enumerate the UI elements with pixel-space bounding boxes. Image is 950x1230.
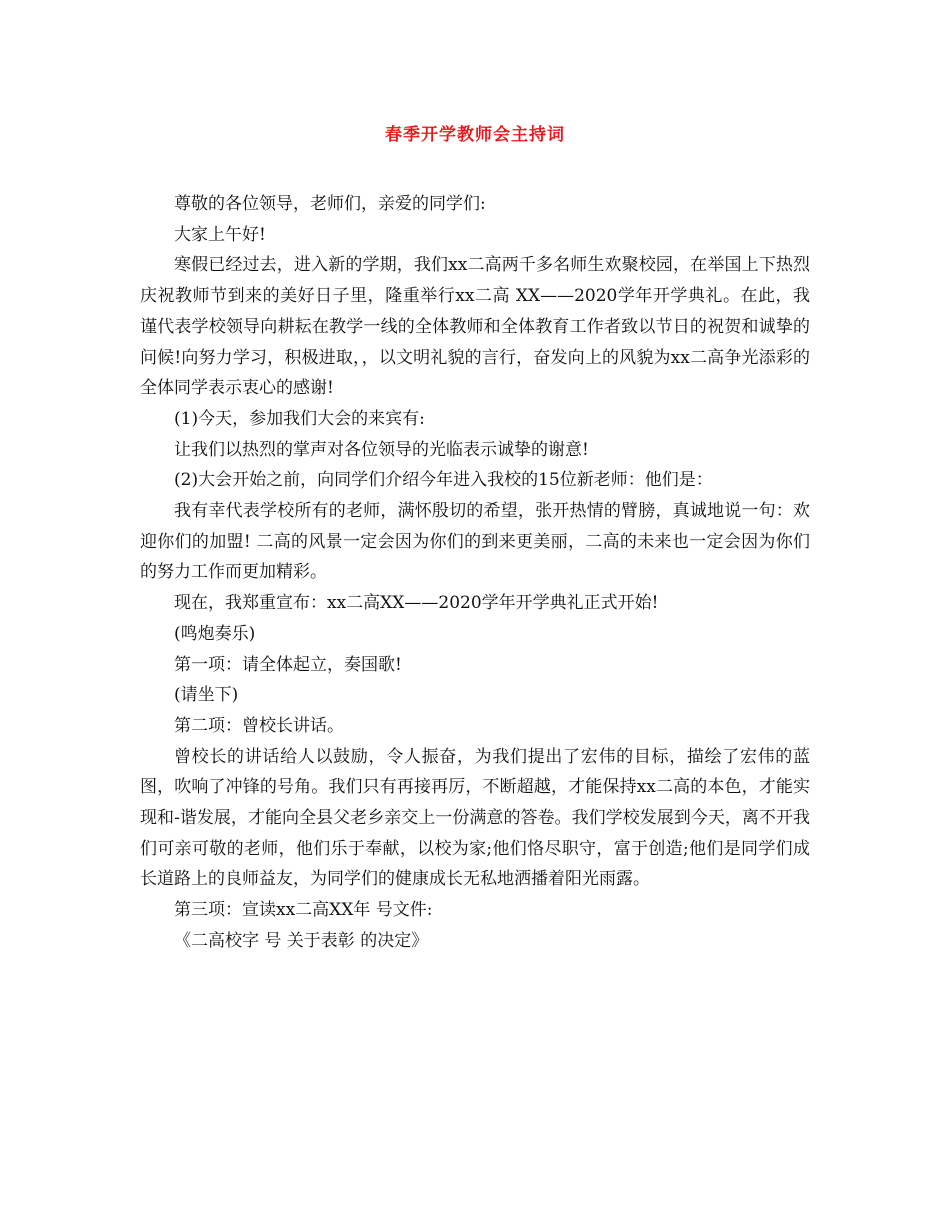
paragraph-new-teachers: (2)大会开始之前，向同学们介绍今年进入我校的15位新老师：他们是： <box>174 470 713 491</box>
paragraph-item-two: 第二项：曾校长讲话。 <box>174 715 344 736</box>
paragraph-announcement: 现在，我郑重宣布：xx二高XX——2020学年开学典礼正式开始! <box>174 593 659 614</box>
paragraph-greeting: 尊敬的各位领导，老师们，亲爱的同学们: <box>174 194 486 214</box>
paragraph-sit-down: (请坐下) <box>174 685 239 706</box>
paragraph-good-morning: 大家上午好! <box>174 224 266 245</box>
paragraph-opening: 寒假已经过去，进入新的学期，我们xx二高两千多名师生欢聚校园，在举国上下热烈庆祝教师节到来的美好日子里，隆重举行xx二高 XX——2020学年开学典礼。在此，我谨代表学校领导向耕耘在教学一线的全体教师和全体教育工作者致以节日的祝贺和诚挚的问候!向努力学习，积极进取，，以文明礼貌的言行，奋发向上的风貌为xx二高争光添彩的全体同学表示衷心的感谢! <box>140 255 810 399</box>
paragraph-applause: 让我们以热烈的掌声对各位领导的光临表示诚挚的谢意! <box>174 439 589 460</box>
paragraph-guests: (1)今天，参加我们大会的来宾有: <box>174 408 425 429</box>
document-body <box>140 189 810 957</box>
paragraph-principal-speech: 曾校长的讲话给人以鼓励，令人振奋，为我们提出了宏伟的目标，描绘了宏伟的蓝图，吹响了冲锋的号角。我们只有再接再厉，不断超越，才能保持xx二高的本色，才能实现和-谐发展，才能向全县父老乡亲交上一份满意的答卷。我们学校发展到今天，离不开我们可亲可敬的老师，他们乐于奉献，以校为家;他们恪尽职守，富于创造;他们是同学们成长道路上的良师益友，为同学们的健康成长无私地洒播着阳光雨露。 <box>140 746 810 890</box>
paragraph-item-three: 第三项：宣读xx二高XX年 号文件: <box>174 900 433 921</box>
document-title: 春季开学教师会主持词 <box>385 125 565 145</box>
paragraph-fireworks: (鸣炮奏乐) <box>174 623 256 644</box>
paragraph-decision: 《二高校字 号 关于表彰 的决定》 <box>174 930 429 951</box>
paragraph-item-one: 第一项：请全体起立，奏国歌! <box>174 654 402 675</box>
paragraph-welcome: 我有幸代表学校所有的老师，满怀殷切的希望，张开热情的臂膀，真诚地说一句：欢迎你们的加盟! 二高的风景一定会因为你们的到来更美丽，二高的未来也一定会因为你们的努力工作而更加精彩。 <box>140 501 810 583</box>
